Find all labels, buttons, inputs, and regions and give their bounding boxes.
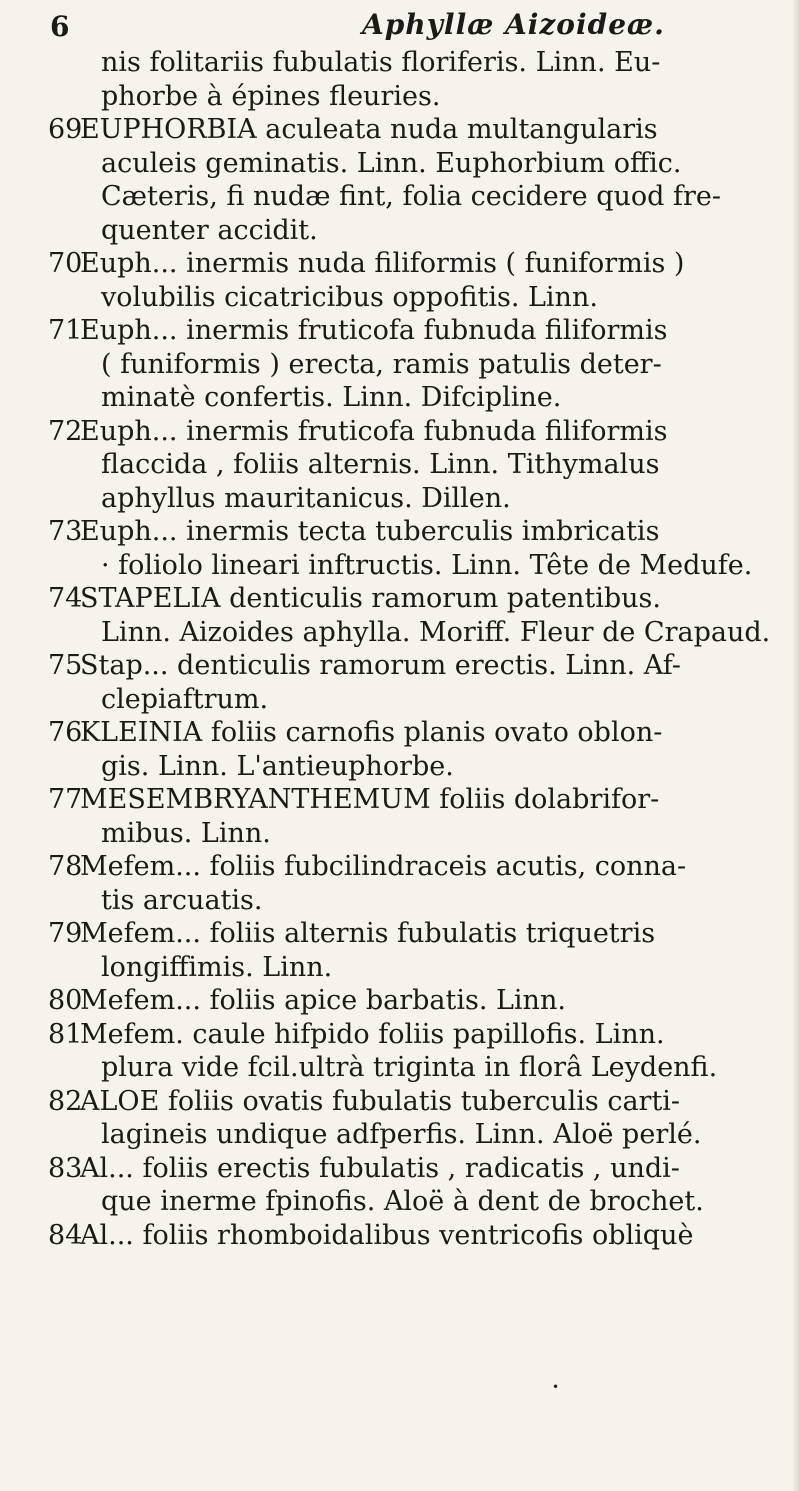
catalog-entry	[0, 783, 800, 850]
entry-text	[80, 649, 681, 716]
entry-text	[80, 1152, 704, 1219]
entry-number: 69	[48, 114, 83, 145]
entry-line: lagineis undique adfperfis. Linn. Aloë perlé.	[101, 1119, 702, 1150]
entry-line: Mefem... foliis apice barbatis. Linn.	[80, 985, 566, 1016]
entry-line: Mefem... foliis alternis fubulatis triquetris	[80, 918, 656, 949]
catalog-entry	[0, 1219, 800, 1253]
running-title: Aphyllæ Aizoideæ.	[362, 8, 665, 41]
catalog-entry	[0, 850, 800, 917]
catalog-entry	[0, 649, 800, 716]
entry-line: flaccida , foliis alternis. Linn. Tithymalus	[101, 449, 660, 480]
page-edge	[792, 0, 800, 1491]
entry-line: nis folitariis fubulatis floriferis. Linn. Eu-	[101, 47, 661, 78]
entry-line: aculeis geminatis. Linn. Euphorbium offic.	[101, 147, 682, 179]
entry-line: STAPELIA denticulis ramorum patentibus.	[80, 583, 661, 614]
entry-line: ( funiformis ) erecta, ramis patulis deter-	[101, 348, 662, 380]
entry-line: Al... foliis erectis fubulatis , radicatis , undi-	[80, 1152, 680, 1184]
catalog-entry	[0, 984, 800, 1018]
entry-line: aphyllus mauritanicus. Dillen.	[101, 482, 511, 514]
catalog-entry	[0, 415, 800, 516]
catalog-entry	[0, 582, 800, 649]
entry-number: 78	[48, 851, 83, 882]
entry-text	[80, 1219, 693, 1253]
entry-number: 83	[48, 1152, 83, 1184]
entry-number: 79	[48, 918, 83, 949]
catalog-entry	[0, 113, 800, 247]
entry-line: EUPHORBIA aculeata nuda multangularis	[80, 114, 658, 145]
entry-number: 72	[48, 415, 83, 447]
entry-number: 76	[48, 717, 83, 748]
entry-line: Cæteris, fi nudæ fint, folia cecidere quod fre-	[101, 181, 722, 212]
entry-line: Euph... inermis fruticofa fubnuda filiformis	[80, 315, 668, 346]
entry-text	[80, 783, 659, 850]
entry-line: Euph... inermis fruticofa fubnuda filiformis	[80, 415, 668, 447]
entry-line: gis. Linn. L'antieuphorbe.	[101, 750, 454, 782]
entry-line: Linn. Aizoides aphylla. Moriff. Fleur de Crapaud.	[101, 616, 771, 648]
entry-number: 70	[48, 248, 83, 279]
catalog-entry	[0, 1152, 800, 1219]
entry-text	[80, 415, 667, 516]
catalog-entry	[0, 515, 800, 582]
entry-number: 82	[48, 1085, 83, 1117]
entry-text	[80, 314, 667, 415]
entry-line: MESEMBRYANTHEMUM foliis dolabrifor-	[80, 784, 660, 815]
page-number: 6	[50, 10, 70, 43]
catalog-entry	[0, 716, 800, 783]
entry-text	[80, 46, 660, 113]
entry-number: 73	[48, 516, 83, 547]
entry-line: Al... foliis rhomboidalibus ventricofis obliquè	[80, 1219, 694, 1251]
catalog-entry	[0, 247, 800, 314]
entry-text	[80, 247, 684, 314]
ink-speck: •	[552, 1380, 560, 1394]
entry-text	[80, 984, 566, 1018]
entry-text	[80, 917, 655, 984]
entry-line: que inerme fpinofis. Aloë à dent de brochet.	[101, 1186, 704, 1217]
entry-line: plura vide fcil.ultrà triginta in florâ Leydenfi.	[101, 1052, 718, 1083]
entry-number: 80	[48, 985, 83, 1016]
entry-line: quenter accidit.	[101, 214, 318, 246]
catalog-entry	[0, 1085, 800, 1152]
entry-line: Stap... denticulis ramorum erectis. Linn. Af-	[80, 650, 681, 681]
entry-line: volubilis cicatricibus oppofitis. Linn.	[101, 281, 598, 313]
entry-number: 81	[48, 1018, 83, 1050]
entry-text	[80, 515, 752, 582]
catalog-entry	[0, 917, 800, 984]
catalog-entry	[0, 1018, 800, 1085]
entry-list	[0, 46, 800, 1252]
entry-line: · foliolo lineari inftructis. Linn. Tête de Medufe.	[101, 549, 753, 581]
entry-line: Mefem... foliis fubcilindraceis acutis, conna-	[80, 851, 687, 882]
entry-line: ALOE foliis ovatis fubulatis tuberculis carti-	[80, 1085, 681, 1117]
entry-line: Mefem. caule hifpido foliis papillofis. Linn.	[80, 1018, 665, 1050]
entry-text	[80, 113, 721, 247]
entry-number: 71	[48, 315, 83, 346]
entry-line: minatè confertis. Linn. Difcipline.	[101, 382, 562, 413]
entry-line: clepiaftrum.	[101, 683, 269, 715]
entry-text	[80, 850, 686, 917]
entry-line: phorbe à épines fleuries.	[101, 80, 441, 112]
entry-line: KLEINIA foliis carnofis planis ovato oblon-	[80, 717, 663, 748]
page-header	[0, 4, 800, 48]
entry-line: Euph... inermis tecta tuberculis imbricatis	[80, 516, 660, 547]
entry-text	[80, 1085, 701, 1152]
catalog-entry	[0, 46, 800, 113]
entry-number: 74	[48, 583, 83, 614]
entry-text	[80, 716, 662, 783]
entry-line: tis arcuatis.	[101, 884, 263, 916]
entry-text	[80, 582, 770, 649]
entry-line: mibus. Linn.	[101, 817, 271, 849]
entry-number: 77	[48, 784, 83, 815]
entry-line: Euph... inermis nuda filiformis ( funiformis )	[80, 248, 685, 279]
catalog-entry	[0, 314, 800, 415]
entry-text	[80, 1018, 717, 1085]
entry-number: 75	[48, 650, 83, 681]
entry-line: longiffimis. Linn.	[101, 951, 333, 983]
entry-number: 84	[48, 1219, 83, 1251]
